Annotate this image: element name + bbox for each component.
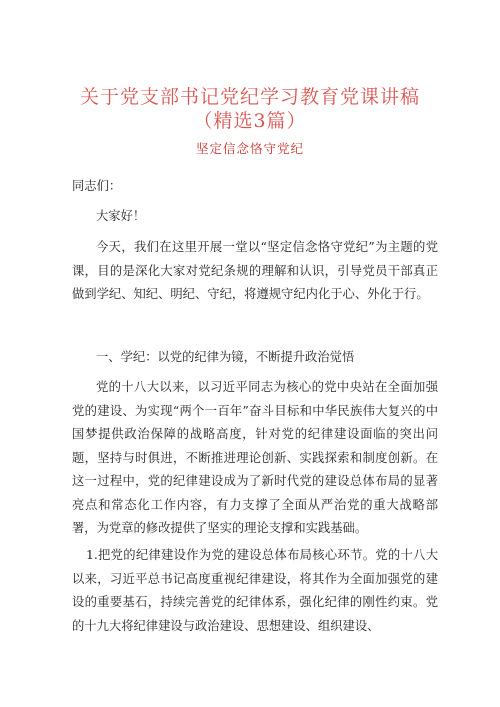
intro-paragraph: 今天，我们在这里开展一堂以“坚定信念恪守党纪”为主题的党课，目的是深化大家对党纪条规的理解和认识，引导党员干部真正做到学纪、知纪、明纪、守纪，将遵规守纪内化于心、外化于行。	[72, 240, 438, 301]
section-heading: 一、学纪：以党的纪律为镜，不断提升政治觉悟	[96, 350, 355, 364]
salutation: 大家好！	[96, 209, 146, 223]
document-title: 关于党支部书记党纪学习教育党课讲稿	[79, 86, 420, 108]
greeting: 同志们：	[72, 179, 122, 193]
document-title-suffix: （精选3篇）	[193, 110, 307, 132]
body-paragraph-numbered: 1.把党的纪律建设作为党的建设总体布局核心环节。党的十八大以来，习近平总书记高度重视纪律建设，将其作为全面加强党的建设的重要基石，持续完善党的纪律体系，强化纪律的刚性约束。党的十九大将纪律建设与政治建设、思想建设、组织建设、	[72, 548, 438, 633]
body-paragraph: 党的十八大以来，以习近平同志为核心的党中央站在全面加强党的建设、为实现“两个一百年”奋斗目标和中华民族伟大复兴的中国梦提供政治保障的战略高度，针对党的纪律建设面临的突出问题，坚持与时俱进，不断推进理论创新、实践探索和制度创新。在这一过程中，党的纪律建设成为了新时代党的建设总体布局的显著亮点和常态化工作内容，有力支撑了全面从严治党的重大战略部署，为党章的修改提供了坚实的理论支撑和实践基础。	[72, 380, 438, 535]
section-subtitle: 坚定信念恪守党纪	[195, 141, 304, 156]
